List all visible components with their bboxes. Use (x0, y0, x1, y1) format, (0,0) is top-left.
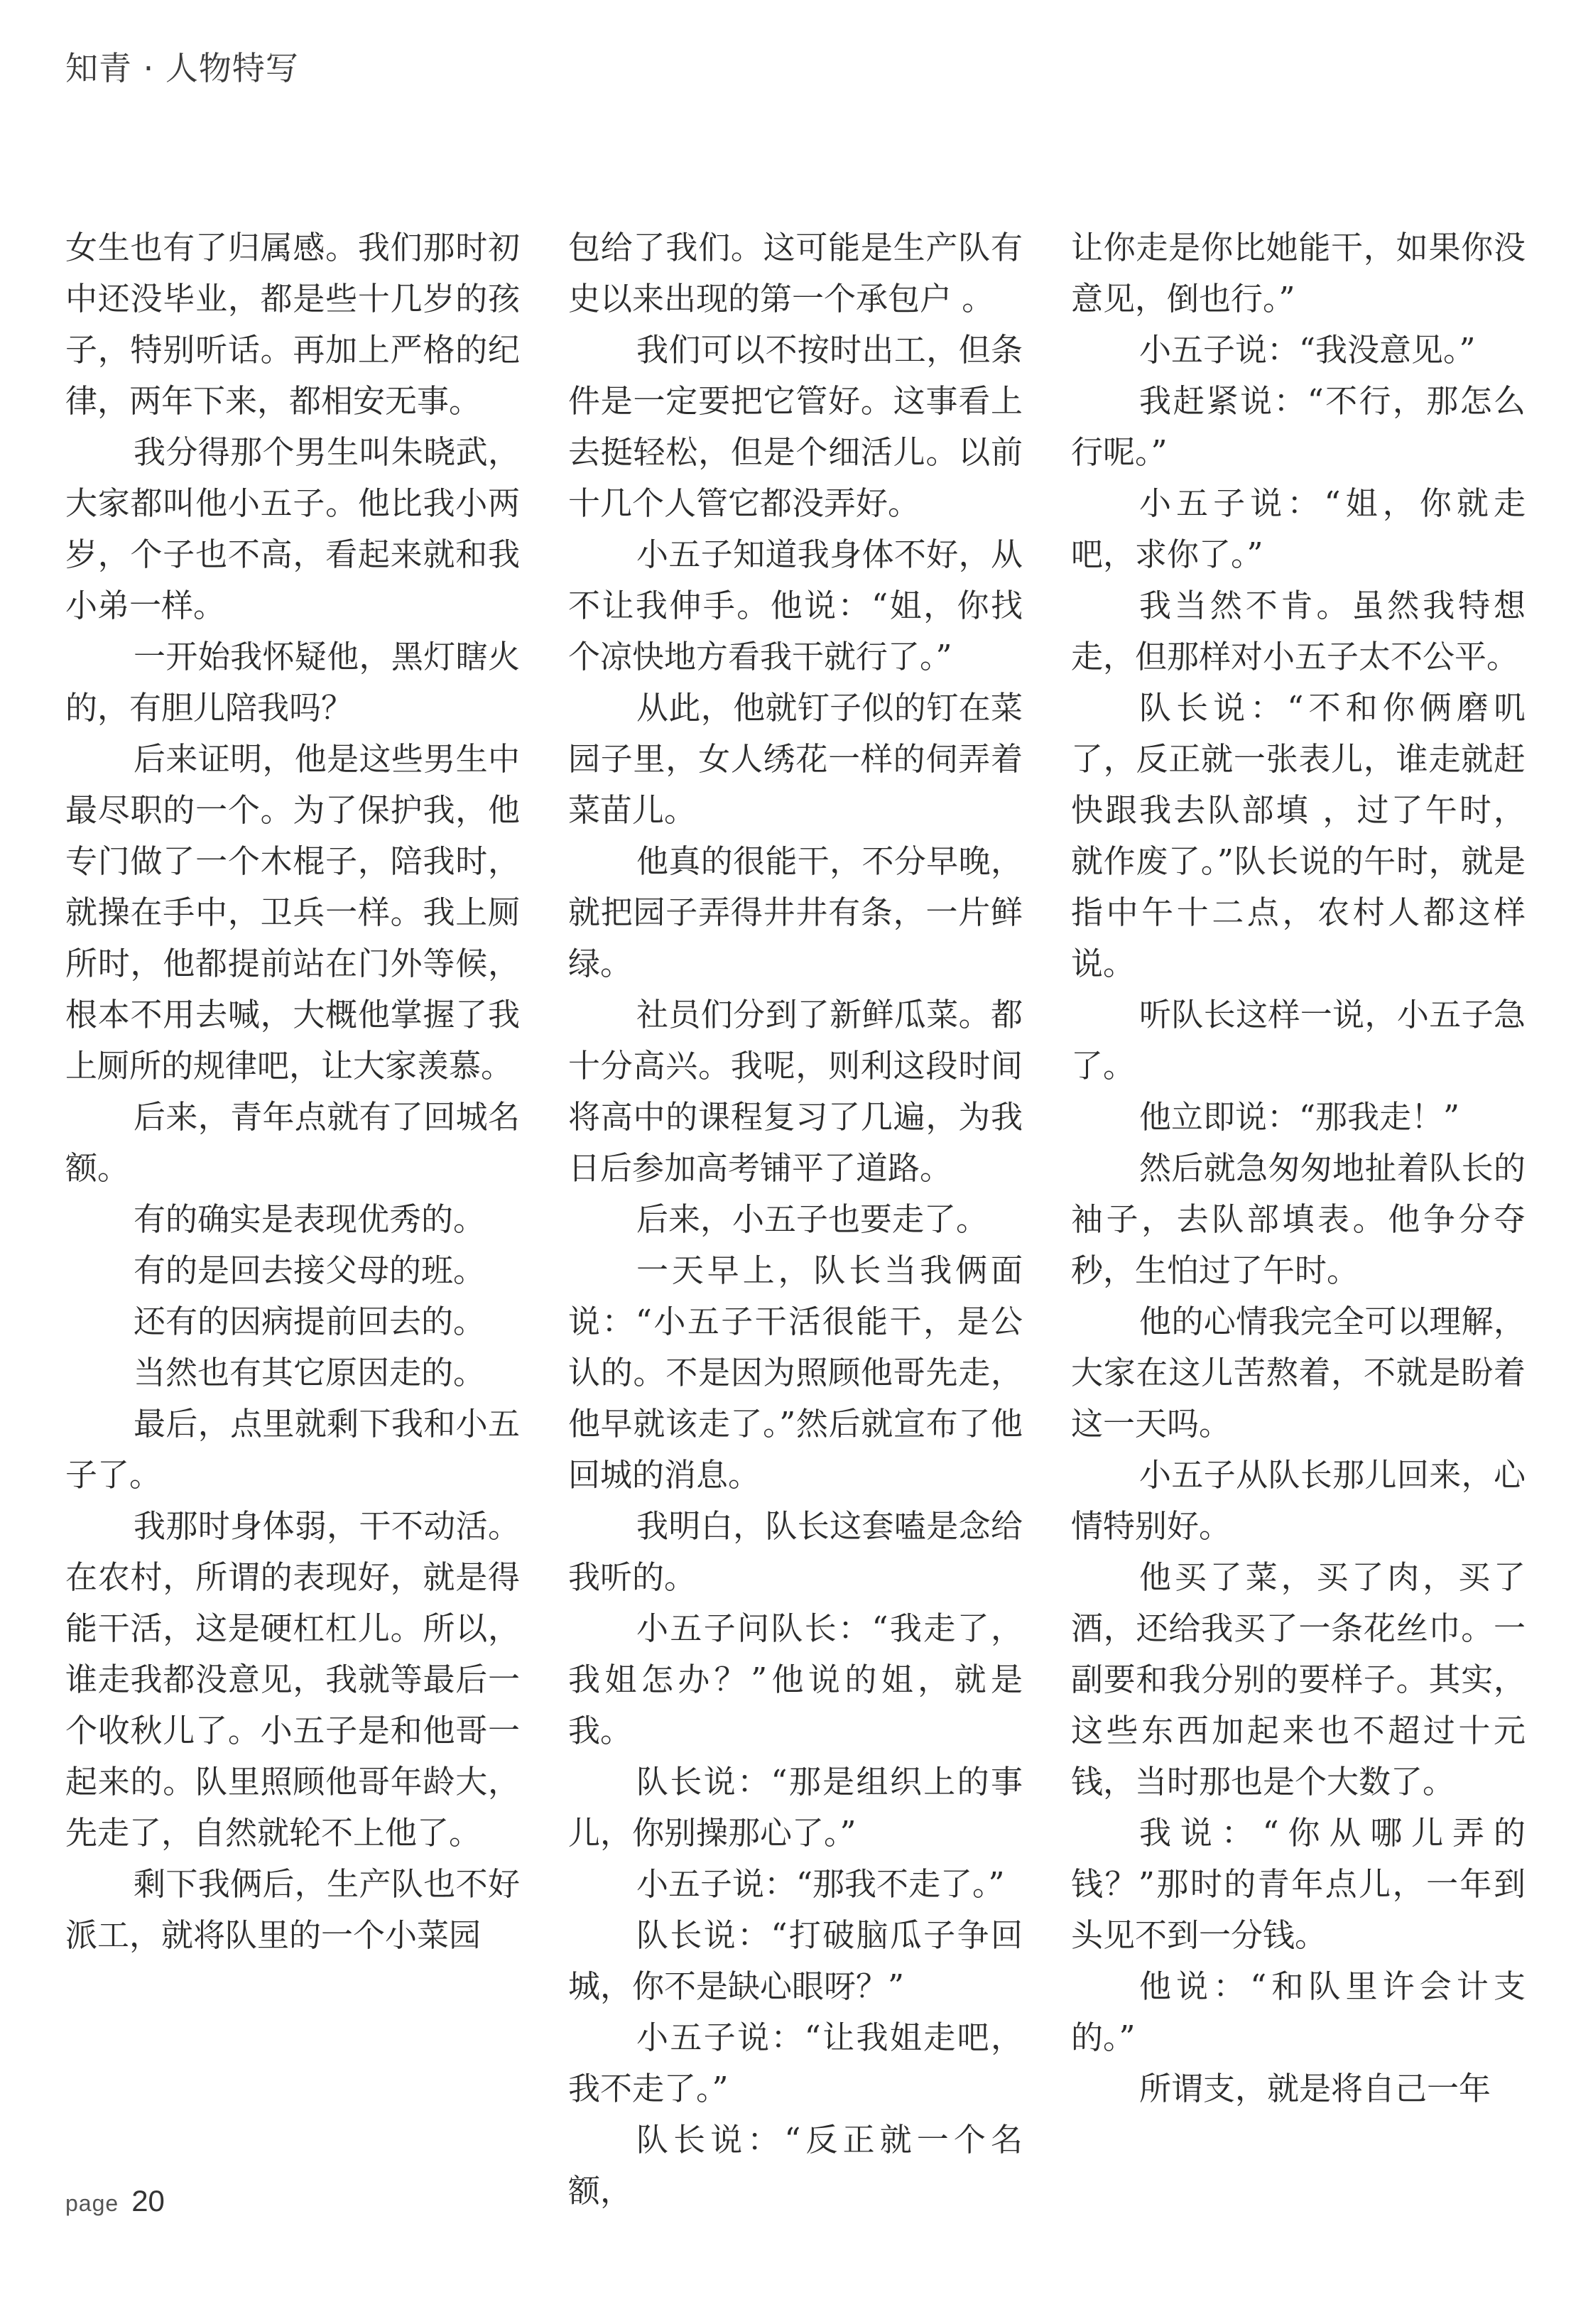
paragraph: 小五子说：“那我不走了。” (636, 1865, 1005, 1903)
paragraph: 队长说：“反正就一个名额， (568, 2121, 1023, 2210)
paragraph: 听队长这样一说，小五子急了。 (1071, 996, 1526, 1085)
paragraph: 小五子说：“姐，你就走吧，求你了。” (1071, 484, 1526, 573)
paragraph: 队长说：“那是组织上的事儿，你别操那心了。” (568, 1763, 1023, 1852)
section-header: 知青 · 人物特写 (65, 49, 299, 87)
text-column-2 (568, 222, 1023, 2217)
page-footer (65, 2184, 165, 2218)
paragraph: 队长说：“不和你俩磨叽了，反正就一张表儿，谁走就赶快跟我去队部填 ，过了午时，就作废了。”队长说的午时，就是指中午十二点，农村人都这样说。 (1071, 689, 1526, 982)
paragraph: 有的确实是表现优秀的。 (134, 1200, 486, 1238)
paragraph: 队长说：“打破脑瓜子争回城，你不是缺心眼呀？” (568, 1916, 1023, 2005)
paragraph: 还有的因病提前回去的。 (134, 1303, 486, 1340)
paragraph: 我说：“你从哪儿弄的钱？”那时的青年点儿，一年到头见不到一分钱。 (1071, 1814, 1526, 1954)
paragraph: 我分得那个男生叫朱晓武，大家都叫他小五子。他比我小两岁，个子也不高，看起来就和我小弟一样。 (65, 433, 520, 624)
paragraph: 我当然不肯。虽然我特想走，但那样对小五子太不公平。 (1071, 587, 1526, 675)
paragraph: 最后，点里就剩下我和小五子了。 (65, 1405, 520, 1494)
paragraph: 有的是回去接父母的班。 (134, 1251, 486, 1289)
paragraph: 他真的很能干，不分早晚，就把园子弄得井井有条，一片鲜绿。 (568, 842, 1023, 982)
paragraph: 他立即说：“那我走！” (1139, 1098, 1460, 1136)
paragraph: 小五子知道我身体不好，从不让我伸手。他说：“姐，你找个凉快地方看我干就行了。” (568, 536, 1023, 675)
paragraph: 我赶紧说：“不行，那怎么行呢。” (1071, 382, 1526, 471)
paragraph: 让你走是你比她能干，如果你没意见，倒也行。” (1071, 229, 1526, 317)
paragraph: 包给了我们。这可能是生产队有史以来出现的第一个承包户 。 (568, 229, 1023, 317)
paragraph: 他说：“和队里许会计支的。” (1071, 1967, 1526, 2056)
paragraph: 小五子从队长那儿回来，心情特别好。 (1071, 1456, 1526, 1545)
paragraph: 我明白，队长这套嗑是念给我听的。 (568, 1507, 1023, 1596)
paragraph: 从此，他就钉子似的钉在菜园子里，女人绣花一样的伺弄着菜苗儿。 (568, 689, 1023, 829)
paragraph: 小五子问队长：“我走了，我姐怎办？”他说的姐，就是我。 (568, 1609, 1023, 1749)
paragraph: 后来，青年点就有了回城名额。 (65, 1098, 520, 1187)
paragraph: 小五子说：“让我姐走吧，我不走了。” (568, 2019, 1023, 2107)
paragraph: 女生也有了归属感。我们那时初中还没毕业，都是些十几岁的孩子，特别听话。再加上严格的纪律，两年下来，都相安无事。 (65, 229, 520, 420)
text-column-1 (65, 222, 520, 1961)
paragraph: 他买了菜，买了肉，买了酒，还给我买了一条花丝巾。一副要和我分别的要样子。其实，这些东西加起来也不超过十元钱，当时那也是个大数了。 (1071, 1558, 1526, 1801)
paragraph: 所谓支，就是将自己一年 (1139, 2070, 1491, 2107)
paragraph: 然后就急匆匆地扯着队长的袖子，去队部填表。他争分夺秒，生怕过了午时。 (1071, 1149, 1526, 1289)
paragraph: 我们可以不按时出工，但条件是一定要把它管好。这事看上去挺轻松，但是个细活儿。以前十几个人管它都没弄好。 (568, 331, 1023, 522)
paragraph: 我那时身体弱，干不动活。在农村，所谓的表现好，就是得能干活，这是硬杠杠儿。所以，谁走我都没意见，我就等最后一个收秋儿了。小五子是和他哥一起来的。队里照顾他哥年龄大，先走了，自然就轮不上他了。 (65, 1507, 520, 1852)
paragraph: 一天早上，队长当我俩面说：“小五子干活很能干，是公认的。不是因为照顾他哥先走，他早就该走了。”然后就宣布了他回城的消息。 (568, 1251, 1023, 1494)
paragraph: 剩下我俩后，生产队也不好派工，就将队里的一个小菜园 (65, 1865, 520, 1954)
paragraph: 小五子说：“我没意见。” (1139, 331, 1476, 369)
paragraph: 当然也有其它原因走的。 (134, 1354, 486, 1391)
page-label: page (65, 2190, 119, 2216)
paragraph: 后来，小五子也要走了。 (636, 1200, 989, 1238)
page-number: 20 (131, 2184, 165, 2217)
paragraph: 后来证明，他是这些男生中最尽职的一个。为了保护我，他专门做了一个木棍子，陪我时，就操在手中，卫兵一样。我上厕所时，他都提前站在门外等候，根本不用去喊，大概他掌握了我上厕所的规律吧，让大家羡慕。 (65, 740, 520, 1085)
paragraph: 一开始我怀疑他，黑灯瞎火的，有胆儿陪我吗？ (65, 638, 520, 727)
text-column-3 (1071, 222, 1526, 2114)
paragraph: 他的心情我完全可以理解，大家在这儿苦熬着，不就是盼着这一天吗。 (1071, 1303, 1526, 1443)
paragraph: 社员们分到了新鲜瓜菜。都十分高兴。我呢，则利这段时间将高中的课程复习了几遍，为我日后参加高考铺平了道路。 (568, 996, 1023, 1187)
